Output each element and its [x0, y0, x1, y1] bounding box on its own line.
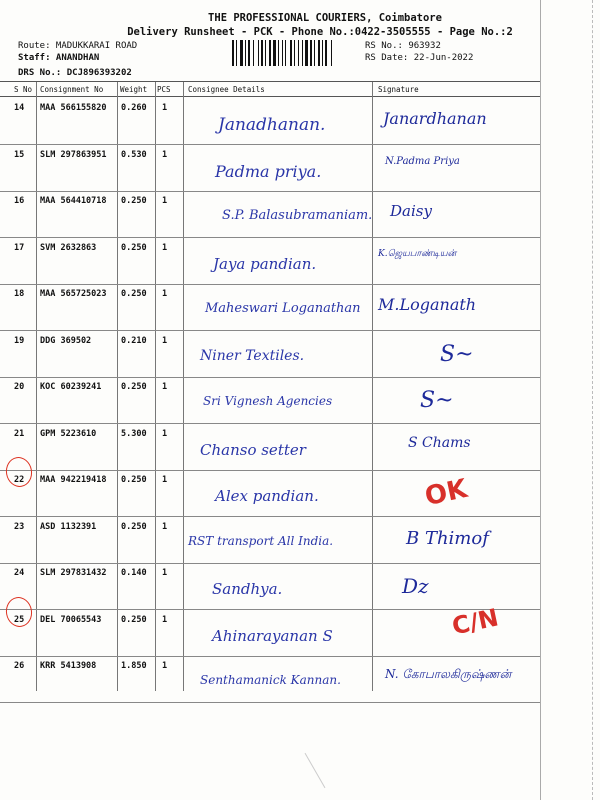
row-consignment: MAA 565725023 [40, 289, 107, 299]
row-pcs: 1 [162, 335, 168, 346]
row-consignment: SLM 297831432 [40, 568, 107, 578]
row-pcs: 1 [162, 103, 168, 113]
table-row [0, 144, 540, 192]
table-row [0, 423, 540, 471]
handwritten-consignee: Janadhanan. [218, 115, 326, 135]
handwritten-signature: S~ [440, 341, 474, 367]
row-pcs: 1 [162, 289, 168, 299]
handwritten-signature: N. கோபாலகிருஷ்ணன் [385, 667, 512, 681]
row-consignment: KRR 5413908 [40, 661, 97, 671]
row-consignment: GPM 5223610 [40, 428, 97, 439]
row-consignment: MAA 564410718 [40, 196, 107, 206]
row-weight: 0.250 [121, 475, 147, 485]
col-weight: Weight [120, 85, 148, 94]
row-pcs: 1 [162, 521, 168, 532]
rs-date: RS Date: 22-Jun-2022 [365, 53, 474, 63]
row-pcs: 1 [162, 428, 168, 439]
row-weight: 0.140 [121, 568, 147, 578]
row-consignment: KOC 60239241 [40, 382, 102, 392]
page-edge-dash [592, 0, 593, 800]
row-sno: 24 [14, 568, 25, 578]
table-row [0, 283, 540, 331]
col-signature: Signature [378, 85, 419, 94]
row-weight: 1.850 [121, 661, 147, 671]
row-weight: 5.300 [121, 428, 147, 439]
table-row [0, 330, 540, 378]
meta-left [18, 40, 137, 79]
row-pcs: 1 [162, 242, 168, 253]
page-margin-line [540, 0, 541, 800]
handwritten-consignee: Maheswari Loganathan [205, 301, 361, 316]
handwritten-consignee: Ahinarayanan S [212, 626, 333, 645]
row-sno: 19 [14, 335, 25, 346]
row-pcs: 1 [162, 661, 168, 671]
row-consignment: MAA 566155820 [40, 103, 107, 113]
row-weight: 0.250 [121, 242, 147, 253]
table-row [0, 190, 540, 238]
row-consignment: DDG 369502 [40, 335, 92, 346]
handwritten-signature: S~ [420, 388, 454, 413]
row-sno: 20 [14, 382, 25, 392]
row-sno: 15 [14, 149, 25, 160]
stray-mark [305, 753, 326, 788]
handwritten-signature: N.Padma Priya [385, 155, 460, 167]
col-consignee: Consignee Details [188, 85, 265, 94]
handwritten-signature: B Thimof [406, 527, 489, 549]
company-title: THE PROFESSIONAL COURIERS, Coimbatore [208, 12, 442, 24]
handwritten-consignee: Sri Vignesh Agencies [203, 394, 333, 408]
row-weight: 0.210 [121, 335, 147, 346]
row-consignment: MAA 942219418 [40, 475, 107, 485]
handwritten-consignee: Chanso setter [200, 440, 306, 459]
col-sno: S No [14, 85, 33, 94]
handwritten-consignee: Senthamanick Kannan. [200, 673, 341, 687]
table-top-rule [0, 81, 540, 82]
row-pcs: 1 [162, 568, 168, 578]
handwritten-signature: Janardhanan [383, 109, 487, 128]
row-sno: 23 [14, 521, 25, 532]
ok-mark: OK [422, 473, 470, 513]
handwritten-consignee: S.P. Balasubramaniam. [222, 208, 373, 223]
row-sno: 18 [14, 289, 25, 299]
runsheet-subtitle: Delivery Runsheet - PCK - Phone No.:0422-3505555 - Page No.:2 [127, 26, 513, 38]
table-row [0, 562, 540, 610]
barcode-image [232, 40, 356, 66]
handwritten-signature: M.Loganath [378, 295, 477, 314]
row-pcs: 1 [162, 382, 168, 392]
row-sno: 16 [14, 196, 25, 206]
row-pcs: 1 [162, 196, 168, 206]
header [0, 12, 600, 38]
handwritten-consignee: Padma priya. [215, 161, 322, 181]
row-pcs: 1 [162, 149, 168, 160]
handwritten-signature: K.ஜெயபாண்டியன் [378, 248, 457, 259]
row-weight: 0.250 [121, 521, 147, 532]
col-consignment: Consignment No [40, 85, 104, 94]
staff-label: Staff: ANANDHAN [18, 53, 100, 63]
row-consignment: SVM 2632863 [40, 242, 97, 253]
row-sno: 17 [14, 242, 25, 253]
meta-right [365, 40, 473, 64]
handwritten-consignee: Alex pandian. [215, 487, 319, 505]
row-consignment: DEL 70065543 [40, 614, 102, 625]
row-weight: 0.250 [121, 382, 147, 392]
row-weight: 0.260 [121, 103, 147, 113]
table-row [0, 97, 540, 145]
handwritten-signature: Daisy [390, 202, 432, 220]
row-sno: 22 [14, 475, 25, 485]
row-sno: 21 [14, 428, 25, 439]
row-weight: 0.250 [121, 614, 147, 625]
row-consignment: SLM 297863951 [40, 149, 107, 160]
table-row [0, 237, 540, 285]
handwritten-consignee: Sandhya. [212, 580, 283, 598]
row-sno: 25 [14, 614, 25, 625]
row-weight: 0.250 [121, 289, 147, 299]
table-row [0, 516, 540, 564]
route-label: Route: MADUKKARAI ROAD [18, 41, 138, 51]
row-weight: 0.250 [121, 196, 147, 206]
handwritten-consignee: RST transport All India. [188, 533, 334, 548]
handwritten-signature: S Chams [408, 434, 471, 451]
row-consignment: ASD 1132391 [40, 521, 97, 532]
rs-number: RS No.: 963932 [365, 41, 441, 51]
col-pcs: PCS [157, 85, 171, 94]
table-row [0, 376, 540, 424]
cn-mark: C/N [449, 603, 501, 641]
table-row [0, 655, 540, 703]
row-pcs: 1 [162, 475, 168, 485]
handwritten-consignee: Jaya pandian. [213, 254, 317, 273]
row-sno: 14 [14, 103, 25, 113]
row-weight: 0.530 [121, 149, 147, 160]
row-sno: 26 [14, 661, 25, 671]
drs-label: DRS No.: DCJ896393202 [18, 68, 132, 78]
handwritten-consignee: Niner Textiles. [200, 347, 305, 364]
handwritten-signature: Dz [402, 574, 429, 598]
row-pcs: 1 [162, 614, 168, 625]
